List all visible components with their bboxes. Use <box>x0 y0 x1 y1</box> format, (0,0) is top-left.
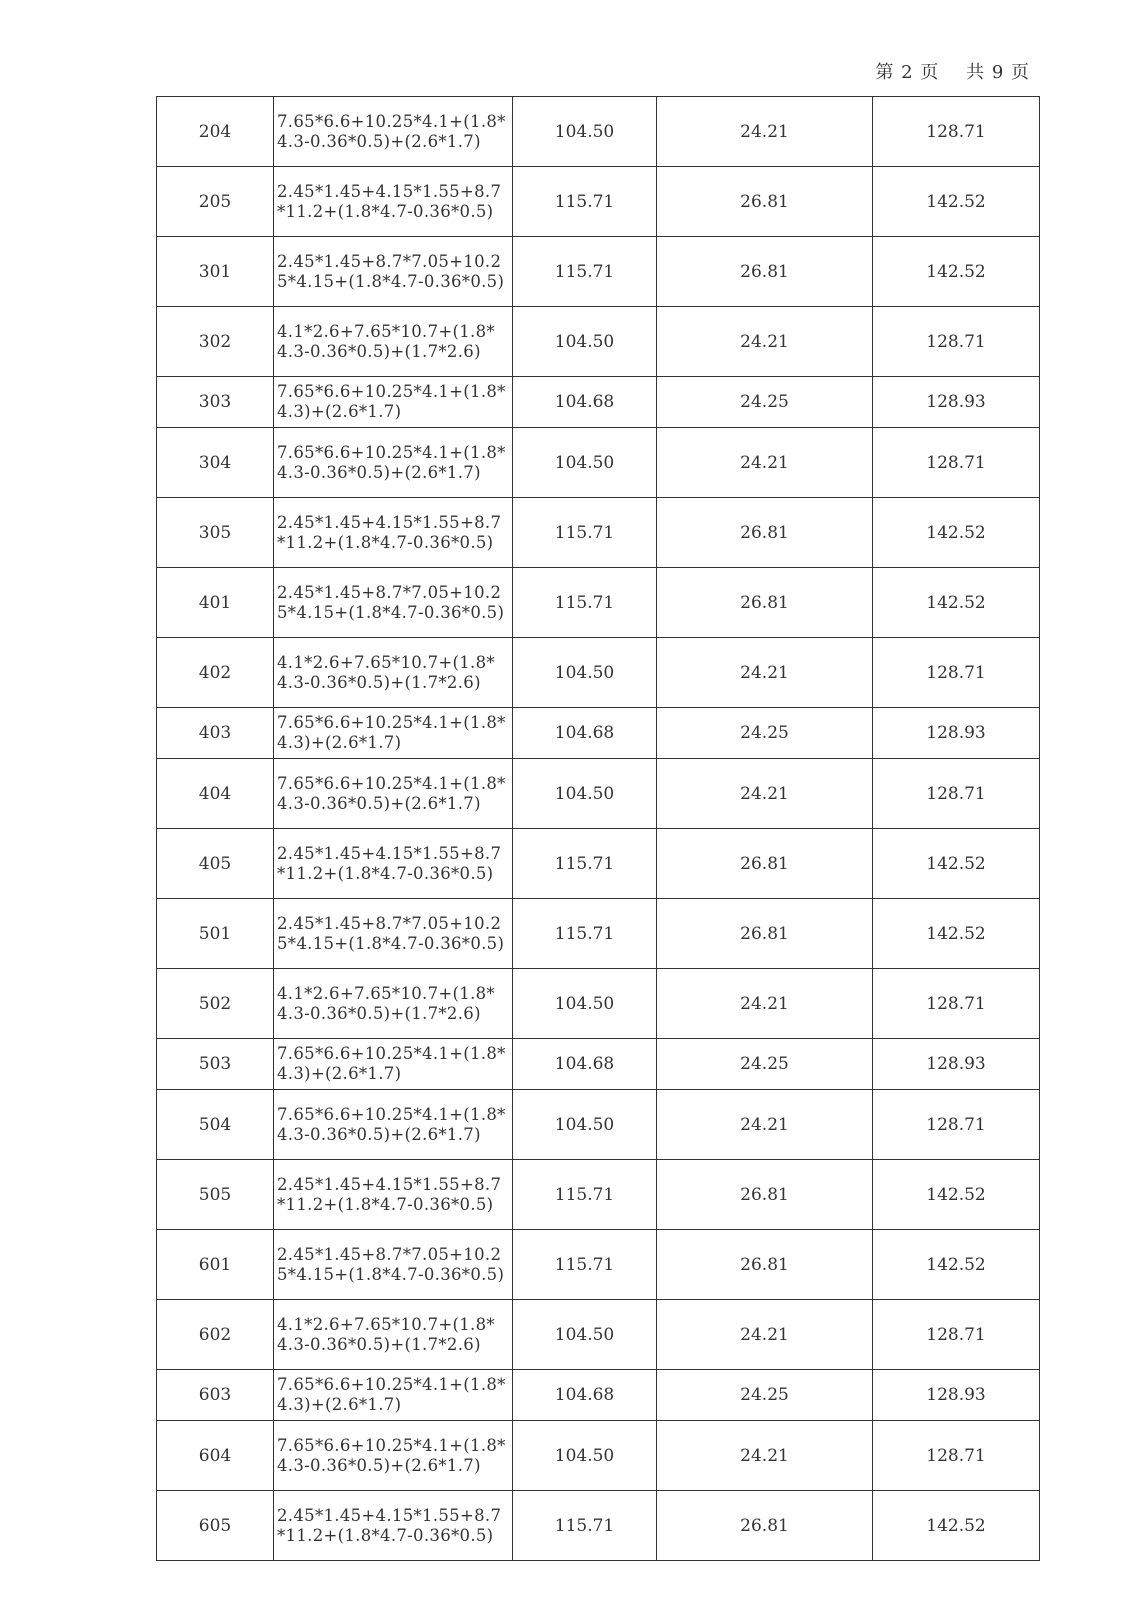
table-row <box>157 759 1040 829</box>
room-number-cell: 304 <box>157 428 274 498</box>
shared-area-cell: 24.25 <box>657 377 873 428</box>
total-area-cell: 128.71 <box>873 1421 1040 1491</box>
table-row <box>157 568 1040 638</box>
total-area-cell: 128.71 <box>873 759 1040 829</box>
room-number-cell: 601 <box>157 1230 274 1300</box>
area-formula-cell: 7.65*6.6+10.25*4.1+(1.8*4.3)+(2.6*1.7) <box>274 1039 513 1090</box>
area-formula-cell: 2.45*1.45+8.7*7.05+10.25*4.15+(1.8*4.7-0.36*0.5) <box>274 237 513 307</box>
area-value-cell: 104.68 <box>513 708 657 759</box>
table-row <box>157 1039 1040 1090</box>
room-number-cell: 402 <box>157 638 274 708</box>
table-row <box>157 307 1040 377</box>
room-number-cell: 504 <box>157 1090 274 1160</box>
page-number-header <box>871 58 1030 84</box>
room-number-cell: 303 <box>157 377 274 428</box>
table-row <box>157 638 1040 708</box>
area-formula-cell: 7.65*6.6+10.25*4.1+(1.8*4.3-0.36*0.5)+(2.6*1.7) <box>274 759 513 829</box>
area-formula-cell: 7.65*6.6+10.25*4.1+(1.8*4.3)+(2.6*1.7) <box>274 1370 513 1421</box>
table-row <box>157 1090 1040 1160</box>
total-area-cell: 128.93 <box>873 377 1040 428</box>
area-value-cell: 115.71 <box>513 1491 657 1561</box>
shared-area-cell: 24.21 <box>657 97 873 167</box>
table-row <box>157 1230 1040 1300</box>
table-row <box>157 1370 1040 1421</box>
area-value-cell: 104.50 <box>513 969 657 1039</box>
table-row <box>157 899 1040 969</box>
area-formula-cell: 4.1*2.6+7.65*10.7+(1.8*4.3-0.36*0.5)+(1.7*2.6) <box>274 969 513 1039</box>
area-value-cell: 115.71 <box>513 899 657 969</box>
shared-area-cell: 24.25 <box>657 708 873 759</box>
area-formula-cell: 2.45*1.45+4.15*1.55+8.7*11.2+(1.8*4.7-0.36*0.5) <box>274 1491 513 1561</box>
total-area-cell: 128.71 <box>873 307 1040 377</box>
table-row <box>157 428 1040 498</box>
shared-area-cell: 24.21 <box>657 1300 873 1370</box>
area-formula-cell: 2.45*1.45+8.7*7.05+10.25*4.15+(1.8*4.7-0.36*0.5) <box>274 1230 513 1300</box>
area-value-cell: 104.50 <box>513 1090 657 1160</box>
shared-area-cell: 24.25 <box>657 1039 873 1090</box>
area-value-cell: 115.71 <box>513 1230 657 1300</box>
shared-area-cell: 26.81 <box>657 1160 873 1230</box>
table-row <box>157 829 1040 899</box>
room-number-cell: 503 <box>157 1039 274 1090</box>
shared-area-cell: 24.21 <box>657 428 873 498</box>
shared-area-cell: 26.81 <box>657 237 873 307</box>
table-row <box>157 237 1040 307</box>
table-row <box>157 708 1040 759</box>
total-area-cell: 142.52 <box>873 167 1040 237</box>
area-formula-cell: 2.45*1.45+8.7*7.05+10.25*4.15+(1.8*4.7-0.36*0.5) <box>274 899 513 969</box>
room-number-cell: 204 <box>157 97 274 167</box>
area-value-cell: 104.50 <box>513 759 657 829</box>
room-number-cell: 502 <box>157 969 274 1039</box>
shared-area-cell: 24.25 <box>657 1370 873 1421</box>
shared-area-cell: 26.81 <box>657 498 873 568</box>
total-area-cell: 128.71 <box>873 969 1040 1039</box>
page-total: 共 9 页 <box>966 62 1030 83</box>
table-row <box>157 1421 1040 1491</box>
total-area-cell: 128.71 <box>873 1090 1040 1160</box>
area-formula-cell: 4.1*2.6+7.65*10.7+(1.8*4.3-0.36*0.5)+(1.7*2.6) <box>274 307 513 377</box>
room-number-cell: 401 <box>157 568 274 638</box>
area-value-cell: 115.71 <box>513 568 657 638</box>
shared-area-cell: 24.21 <box>657 638 873 708</box>
area-value-cell: 115.71 <box>513 829 657 899</box>
shared-area-cell: 24.21 <box>657 969 873 1039</box>
area-table <box>156 96 1040 1561</box>
table-row <box>157 97 1040 167</box>
table-row <box>157 498 1040 568</box>
total-area-cell: 128.71 <box>873 1300 1040 1370</box>
total-area-cell: 142.52 <box>873 237 1040 307</box>
shared-area-cell: 26.81 <box>657 1230 873 1300</box>
shared-area-cell: 26.81 <box>657 167 873 237</box>
total-area-cell: 142.52 <box>873 1491 1040 1561</box>
shared-area-cell: 26.81 <box>657 829 873 899</box>
area-value-cell: 115.71 <box>513 1160 657 1230</box>
total-area-cell: 128.93 <box>873 1039 1040 1090</box>
area-formula-cell: 2.45*1.45+4.15*1.55+8.7*11.2+(1.8*4.7-0.36*0.5) <box>274 167 513 237</box>
room-number-cell: 604 <box>157 1421 274 1491</box>
area-value-cell: 104.50 <box>513 1421 657 1491</box>
room-number-cell: 403 <box>157 708 274 759</box>
area-formula-cell: 7.65*6.6+10.25*4.1+(1.8*4.3)+(2.6*1.7) <box>274 377 513 428</box>
area-value-cell: 115.71 <box>513 237 657 307</box>
room-number-cell: 302 <box>157 307 274 377</box>
total-area-cell: 128.93 <box>873 708 1040 759</box>
room-number-cell: 305 <box>157 498 274 568</box>
room-number-cell: 301 <box>157 237 274 307</box>
shared-area-cell: 24.21 <box>657 1421 873 1491</box>
area-formula-cell: 7.65*6.6+10.25*4.1+(1.8*4.3-0.36*0.5)+(2.6*1.7) <box>274 1090 513 1160</box>
area-formula-cell: 7.65*6.6+10.25*4.1+(1.8*4.3-0.36*0.5)+(2.6*1.7) <box>274 97 513 167</box>
area-formula-cell: 7.65*6.6+10.25*4.1+(1.8*4.3-0.36*0.5)+(2.6*1.7) <box>274 428 513 498</box>
total-area-cell: 142.52 <box>873 1160 1040 1230</box>
shared-area-cell: 26.81 <box>657 568 873 638</box>
page-number: 第 2 页 <box>875 62 940 83</box>
total-area-cell: 128.93 <box>873 1370 1040 1421</box>
room-number-cell: 505 <box>157 1160 274 1230</box>
area-table-container <box>156 96 1028 1561</box>
area-value-cell: 104.68 <box>513 1039 657 1090</box>
area-value-cell: 104.68 <box>513 377 657 428</box>
table-row <box>157 969 1040 1039</box>
table-row <box>157 167 1040 237</box>
area-value-cell: 104.50 <box>513 638 657 708</box>
table-row <box>157 1491 1040 1561</box>
area-formula-cell: 7.65*6.6+10.25*4.1+(1.8*4.3-0.36*0.5)+(2.6*1.7) <box>274 1421 513 1491</box>
room-number-cell: 405 <box>157 829 274 899</box>
shared-area-cell: 26.81 <box>657 1491 873 1561</box>
table-row <box>157 377 1040 428</box>
total-area-cell: 128.71 <box>873 638 1040 708</box>
area-value-cell: 104.68 <box>513 1370 657 1421</box>
room-number-cell: 501 <box>157 899 274 969</box>
total-area-cell: 128.71 <box>873 428 1040 498</box>
shared-area-cell: 26.81 <box>657 899 873 969</box>
room-number-cell: 603 <box>157 1370 274 1421</box>
area-formula-cell: 2.45*1.45+4.15*1.55+8.7*11.2+(1.8*4.7-0.36*0.5) <box>274 1160 513 1230</box>
room-number-cell: 205 <box>157 167 274 237</box>
room-number-cell: 602 <box>157 1300 274 1370</box>
area-formula-cell: 4.1*2.6+7.65*10.7+(1.8*4.3-0.36*0.5)+(1.7*2.6) <box>274 638 513 708</box>
area-value-cell: 104.50 <box>513 428 657 498</box>
area-formula-cell: 4.1*2.6+7.65*10.7+(1.8*4.3-0.36*0.5)+(1.7*2.6) <box>274 1300 513 1370</box>
area-value-cell: 104.50 <box>513 307 657 377</box>
shared-area-cell: 24.21 <box>657 307 873 377</box>
area-table-body <box>157 97 1040 1561</box>
total-area-cell: 142.52 <box>873 568 1040 638</box>
table-row <box>157 1300 1040 1370</box>
shared-area-cell: 24.21 <box>657 1090 873 1160</box>
area-value-cell: 104.50 <box>513 97 657 167</box>
room-number-cell: 605 <box>157 1491 274 1561</box>
area-formula-cell: 2.45*1.45+8.7*7.05+10.25*4.15+(1.8*4.7-0.36*0.5) <box>274 568 513 638</box>
area-formula-cell: 7.65*6.6+10.25*4.1+(1.8*4.3)+(2.6*1.7) <box>274 708 513 759</box>
total-area-cell: 142.52 <box>873 1230 1040 1300</box>
total-area-cell: 142.52 <box>873 829 1040 899</box>
total-area-cell: 128.71 <box>873 97 1040 167</box>
shared-area-cell: 24.21 <box>657 759 873 829</box>
area-value-cell: 115.71 <box>513 498 657 568</box>
area-formula-cell: 2.45*1.45+4.15*1.55+8.7*11.2+(1.8*4.7-0.36*0.5) <box>274 498 513 568</box>
area-formula-cell: 2.45*1.45+4.15*1.55+8.7*11.2+(1.8*4.7-0.36*0.5) <box>274 829 513 899</box>
room-number-cell: 404 <box>157 759 274 829</box>
table-row <box>157 1160 1040 1230</box>
area-value-cell: 115.71 <box>513 167 657 237</box>
area-value-cell: 104.50 <box>513 1300 657 1370</box>
total-area-cell: 142.52 <box>873 498 1040 568</box>
total-area-cell: 142.52 <box>873 899 1040 969</box>
